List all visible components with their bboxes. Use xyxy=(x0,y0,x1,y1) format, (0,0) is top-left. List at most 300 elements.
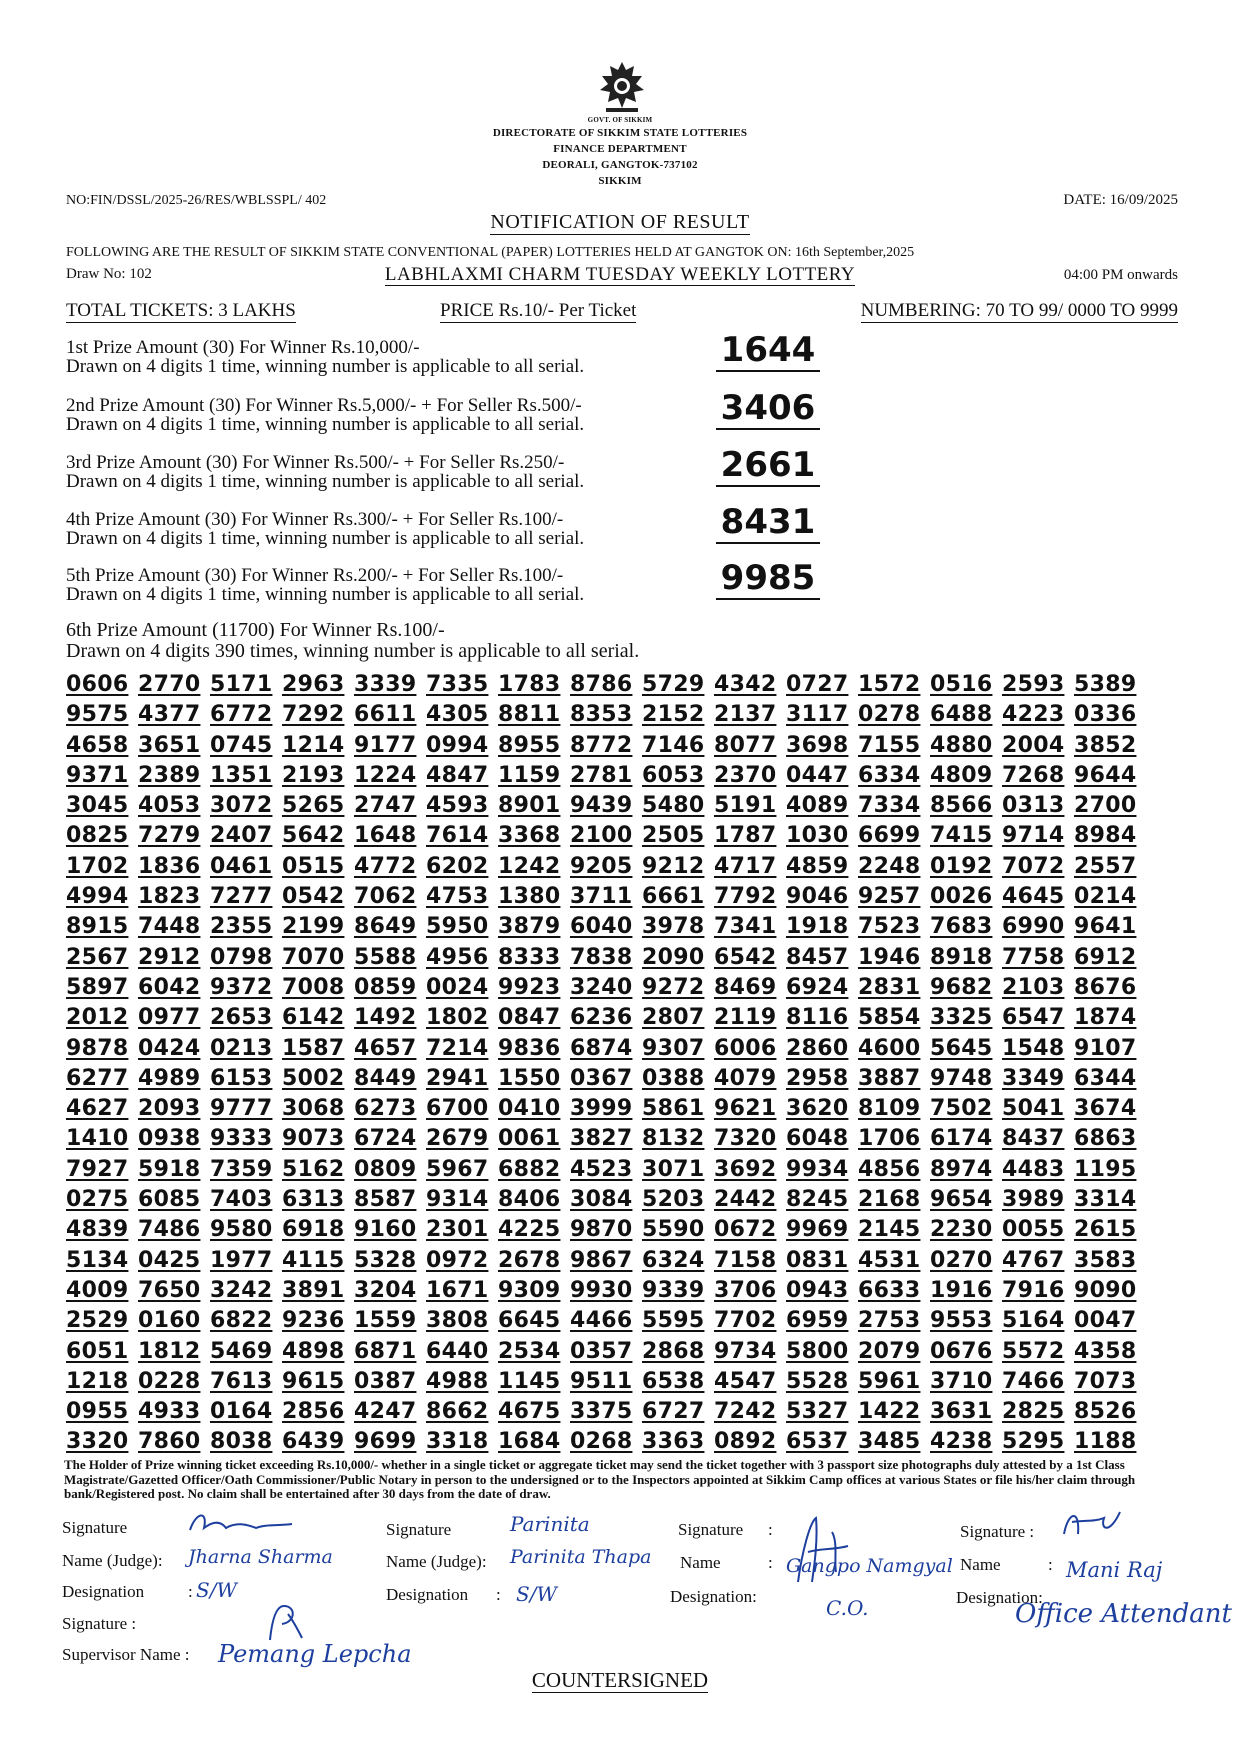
sixth-prize-number: 0164 xyxy=(210,1399,273,1425)
sixth-prize-number: 5528 xyxy=(786,1368,849,1394)
name-label: Name xyxy=(960,1555,1001,1574)
sixth-prize-number: 4772 xyxy=(354,853,417,879)
colon: : xyxy=(1048,1555,1053,1574)
sixth-prize-number: 5469 xyxy=(210,1338,273,1364)
sixth-prize-number: 7335 xyxy=(426,672,489,697)
claim-note: The Holder of Prize winning ticket exceeding Rs.10,000/- whether in a single ticket or aggregate ticket may send the ticket together with 3 passport size photographs duly attested by a 1st Class Magistrate/Gazetted Officer/Oath Commissioner/Public Notary in person to the undersigned or to the Inspectors appointed at Sikkim Camp offices at various States or file his/her claim through bank/Registered post. No claim shall be entertained after 30 days from the date of draw. xyxy=(64,1457,1136,1501)
sixth-prize-number: 8566 xyxy=(930,793,993,819)
sixth-prize-number: 7062 xyxy=(354,884,417,910)
sixth-prize-number: 5327 xyxy=(786,1399,849,1425)
sixth-prize-number: 0809 xyxy=(354,1156,417,1182)
sixth-prize-number: 3808 xyxy=(426,1308,489,1334)
sixth-prize-number: 5191 xyxy=(714,793,777,819)
sixth-prize-number: 6700 xyxy=(426,1096,489,1122)
sixth-prize-number: 7614 xyxy=(426,823,489,849)
sixth-prize-number: 6863 xyxy=(1074,1126,1137,1152)
prize-1-number: 1644 xyxy=(716,330,820,372)
sixth-prize-number: 7073 xyxy=(1074,1368,1137,1394)
sixth-prize-number: 0055 xyxy=(1002,1217,1065,1243)
prize-4-number: 8431 xyxy=(716,502,820,544)
sixth-prize-number: 0410 xyxy=(498,1096,561,1122)
sixth-prize-number: 1030 xyxy=(786,823,849,849)
sixth-prize-number: 4593 xyxy=(426,793,489,819)
sixth-prize-number: 8245 xyxy=(786,1187,849,1213)
sixth-prize-number: 2230 xyxy=(930,1217,993,1243)
official-designation-handwritten: C.O. xyxy=(826,1596,869,1620)
judge2-name-handwritten: Parinita Thapa xyxy=(510,1546,652,1568)
sixth-prize-number: 4531 xyxy=(858,1247,921,1273)
sixth-prize-number: 1671 xyxy=(426,1277,489,1303)
sixth-prize-number: 3711 xyxy=(570,884,633,910)
sixth-prize-number: 4089 xyxy=(786,793,849,819)
sixth-prize-number: 1422 xyxy=(858,1399,921,1425)
designation-label: Designation xyxy=(62,1582,145,1601)
sixth-prize-number: 1977 xyxy=(210,1247,273,1273)
total-tickets-text: TOTAL TICKETS: 3 LAKHS xyxy=(66,300,296,321)
sixth-prize-number: 2807 xyxy=(642,1005,705,1031)
sixth-prize-number: 2963 xyxy=(282,672,345,697)
state-heading: SIKKIM xyxy=(598,175,642,187)
sixth-prize-number: 1702 xyxy=(66,853,129,879)
sixth-prize-number: 1224 xyxy=(354,762,417,788)
sixth-prize-number: 9878 xyxy=(66,1035,129,1061)
prize-title: 6th Prize Amount (11700) For Winner Rs.100/- xyxy=(66,619,445,641)
sixth-prize-number: 1195 xyxy=(1074,1156,1137,1182)
sixth-prize-number: 4988 xyxy=(426,1368,489,1394)
sixth-prize-number: 9309 xyxy=(498,1277,561,1303)
sixth-prize-number: 7927 xyxy=(66,1156,129,1182)
sixth-prize-number: 3620 xyxy=(786,1096,849,1122)
name-judge-label: Name (Judge): xyxy=(62,1551,163,1570)
sixth-prize-number: 9553 xyxy=(930,1308,993,1334)
sixth-prize-number: 4223 xyxy=(1002,702,1065,728)
sixth-prize-number: 2615 xyxy=(1074,1217,1137,1243)
sixth-prize-number: 0278 xyxy=(858,702,921,728)
sixth-prize-number: 3651 xyxy=(138,732,201,758)
sixth-prize-number: 2137 xyxy=(714,702,777,728)
sixth-prize-number: 8437 xyxy=(1002,1126,1065,1152)
notification-date: DATE: 16/09/2025 xyxy=(1063,192,1178,208)
sixth-prize-number: 0672 xyxy=(714,1217,777,1243)
sixth-prize-number: 4856 xyxy=(858,1156,921,1182)
sixth-prize-number: 3852 xyxy=(1074,732,1137,758)
sixth-prize-number: 2567 xyxy=(66,944,129,970)
sixth-prize-number: 0892 xyxy=(714,1429,777,1455)
supervisor-name-handwritten: Pemang Lepcha xyxy=(218,1640,412,1668)
sixth-prize-number: 2825 xyxy=(1002,1399,1065,1425)
sixth-prize-number: 1783 xyxy=(498,672,561,697)
sixth-prize-number: 7155 xyxy=(858,732,921,758)
sixth-prize-number: 8353 xyxy=(570,702,633,728)
sixth-prize-number: 9748 xyxy=(930,1065,993,1091)
name-label: Name xyxy=(680,1553,721,1572)
sixth-prize-number: 1548 xyxy=(1002,1035,1065,1061)
sixth-prize-number: 9307 xyxy=(642,1035,705,1061)
sixth-prize-number: 0676 xyxy=(930,1338,993,1364)
sixth-prize-number: 5295 xyxy=(1002,1429,1065,1455)
sixth-prize-number: 9836 xyxy=(498,1035,561,1061)
sixth-prize-number: 5961 xyxy=(858,1368,921,1394)
sixth-prize-number: 1572 xyxy=(858,672,921,697)
sixth-prize-number: 6142 xyxy=(282,1005,345,1031)
sixth-prize-number: 4342 xyxy=(714,672,777,697)
sixth-prize-number: 5041 xyxy=(1002,1096,1065,1122)
prize-4 xyxy=(66,510,584,548)
sixth-prize-number: 2770 xyxy=(138,672,201,697)
following-line: FOLLOWING ARE THE RESULT OF SIKKIM STATE CONVENTIONAL (PAPER) LOTTERIES HELD AT GANGTOK ON: 16th September,2025 xyxy=(66,245,915,260)
signature-label: Signature xyxy=(386,1520,452,1539)
sixth-prize-number: 1684 xyxy=(498,1429,561,1455)
sixth-prize-number: 4115 xyxy=(282,1247,345,1273)
sixth-prize-number: 4657 xyxy=(354,1035,417,1061)
sixth-prize-number: 6153 xyxy=(210,1065,273,1091)
department-heading: FINANCE DEPARTMENT xyxy=(553,143,687,155)
sixth-prize-number: 3631 xyxy=(930,1399,993,1425)
sixth-prize-number: 4377 xyxy=(138,702,201,728)
notification-title xyxy=(0,211,1240,234)
designation-colon-label: Designation: xyxy=(956,1588,1043,1607)
sixth-prize-number: 6236 xyxy=(570,1005,633,1031)
sixth-prize-number: 7415 xyxy=(930,823,993,849)
sixth-prize-number: 7613 xyxy=(210,1368,273,1394)
sixth-prize-number: 6053 xyxy=(642,762,705,788)
lottery-name xyxy=(0,264,1240,286)
sixth-prize-number: 2389 xyxy=(138,762,201,788)
sixth-prize-number: 1787 xyxy=(714,823,777,849)
sixth-prize-number: 9160 xyxy=(354,1217,417,1243)
sixth-prize-number: 6344 xyxy=(1074,1065,1137,1091)
sixth-prize-number: 0606 xyxy=(66,672,129,697)
sixth-prize-number: 4933 xyxy=(138,1399,201,1425)
sixth-prize-number: 9580 xyxy=(210,1217,273,1243)
sixth-prize-number: 3325 xyxy=(930,1005,993,1031)
sixth-prize-number: 6537 xyxy=(786,1429,849,1455)
sixth-prize-number: 4675 xyxy=(498,1399,561,1425)
sixth-prize-number: 3583 xyxy=(1074,1247,1137,1273)
sixth-prize-number: 1380 xyxy=(498,884,561,910)
sixth-prize-number: 5389 xyxy=(1074,672,1137,697)
sixth-prize-number: 0943 xyxy=(786,1277,849,1303)
sixth-prize-number: 6959 xyxy=(786,1308,849,1334)
sixth-prize-number: 2653 xyxy=(210,1005,273,1031)
sixth-prize-number: 8915 xyxy=(66,914,129,940)
sixth-prize-number: 0542 xyxy=(282,884,345,910)
sixth-prize-number: 5897 xyxy=(66,974,129,1000)
sixth-prize-number: 5572 xyxy=(1002,1338,1065,1364)
sixth-prize-number: 2505 xyxy=(642,823,705,849)
sixth-prize-number: 8406 xyxy=(498,1187,561,1213)
ticket-price xyxy=(440,300,636,322)
sixth-prize-number: 2004 xyxy=(1002,732,1065,758)
sixth-prize-number: 6313 xyxy=(282,1187,345,1213)
sixth-prize-number: 5729 xyxy=(642,672,705,697)
countersigned-label xyxy=(0,1668,1240,1693)
sixth-prize-number: 3320 xyxy=(66,1429,129,1455)
sixth-prize-number: 8333 xyxy=(498,944,561,970)
sixth-prize-number: 7158 xyxy=(714,1247,777,1273)
sixth-prize-number: 6277 xyxy=(66,1065,129,1091)
sixth-prize-number: 5800 xyxy=(786,1338,849,1364)
sixth-prize-number: 3989 xyxy=(1002,1187,1065,1213)
sixth-prize-number: 6273 xyxy=(354,1096,417,1122)
sixth-prize-number: 5918 xyxy=(138,1156,201,1182)
sixth-prize-number: 6440 xyxy=(426,1338,489,1364)
sixth-prize-number: 5162 xyxy=(282,1156,345,1182)
sixth-prize-number: 9934 xyxy=(786,1156,849,1182)
sixth-prize-number: 9257 xyxy=(858,884,921,910)
sixth-prize-number: 2119 xyxy=(714,1005,777,1031)
sixth-prize-number: 4483 xyxy=(1002,1156,1065,1182)
sixth-prize-number: 3674 xyxy=(1074,1096,1137,1122)
sixth-prize-number: 0847 xyxy=(498,1005,561,1031)
sixth-prize-number: 4225 xyxy=(498,1217,561,1243)
sixth-prize-number: 0938 xyxy=(138,1126,201,1152)
sixth-prize-number: 7650 xyxy=(138,1277,201,1303)
sixth-prize-number: 2678 xyxy=(498,1247,561,1273)
sixth-prize-number: 9107 xyxy=(1074,1035,1137,1061)
sixth-prize-number: 1802 xyxy=(426,1005,489,1031)
sixth-prize-number: 0859 xyxy=(354,974,417,1000)
sixth-prize-number: 4753 xyxy=(426,884,489,910)
sixth-prize-number: 3084 xyxy=(570,1187,633,1213)
draw-number: Draw No: 102 xyxy=(66,266,152,282)
sixth-prize-number: 1410 xyxy=(66,1126,129,1152)
sixth-prize-number: 6040 xyxy=(570,914,633,940)
sixth-prize-number: 0461 xyxy=(210,853,273,879)
sixth-prize-number: 2958 xyxy=(786,1065,849,1091)
sixth-prize-number: 6661 xyxy=(642,884,705,910)
sixth-prize-number: 6174 xyxy=(930,1126,993,1152)
sixth-prize-number: 3891 xyxy=(282,1277,345,1303)
sixth-prize-number: 9314 xyxy=(426,1187,489,1213)
sixth-prize-number: 3368 xyxy=(498,823,561,849)
colon: : xyxy=(768,1520,773,1539)
sixth-prize-number: 9575 xyxy=(66,702,129,728)
sixth-prize-number: 2442 xyxy=(714,1187,777,1213)
sixth-prize-number: 6871 xyxy=(354,1338,417,1364)
sixth-prize-number: 2534 xyxy=(498,1338,561,1364)
judge1-name-handwritten: Jharna Sharma xyxy=(188,1546,333,1568)
sixth-prize-number: 6542 xyxy=(714,944,777,970)
ticket-numbering-text: NUMBERING: 70 TO 99/ 0000 TO 9999 xyxy=(860,300,1178,321)
sixth-prize-number: 0160 xyxy=(138,1308,201,1334)
sixth-prize-number: 0977 xyxy=(138,1005,201,1031)
sixth-prize-number: 4645 xyxy=(1002,884,1065,910)
sixth-prize-number: 7320 xyxy=(714,1126,777,1152)
sixth-prize-number: 2301 xyxy=(426,1217,489,1243)
sixth-prize-number: 9615 xyxy=(282,1368,345,1394)
sixth-prize-number: 0228 xyxy=(138,1368,201,1394)
sixth-prize-number: 6822 xyxy=(210,1308,273,1334)
sixth-prize-number: 7334 xyxy=(858,793,921,819)
sixth-prize-number: 8662 xyxy=(426,1399,489,1425)
sixth-prize-number: 3117 xyxy=(786,702,849,728)
reference-number: NO:FIN/DSSL/2025-26/RES/WBLSSPL/ 402 xyxy=(66,193,327,208)
sixth-prize-number: 0955 xyxy=(66,1399,129,1425)
sixth-prize-number: 5595 xyxy=(642,1308,705,1334)
sixth-prize-number: 4247 xyxy=(354,1399,417,1425)
sixth-prize-number: 2753 xyxy=(858,1308,921,1334)
sixth-prize-number: 6547 xyxy=(1002,1005,1065,1031)
sixth-prize-number: 6727 xyxy=(642,1399,705,1425)
sixth-prize-number: 6724 xyxy=(354,1126,417,1152)
sixth-prize-number: 5203 xyxy=(642,1187,705,1213)
sixth-prize-number-grid xyxy=(66,672,1146,1460)
sixth-prize-number: 6874 xyxy=(570,1035,633,1061)
sixth-prize-number: 6924 xyxy=(786,974,849,1000)
sixth-prize-number: 1946 xyxy=(858,944,921,970)
sixth-prize-number: 3349 xyxy=(1002,1065,1065,1091)
sikkim-emblem-icon xyxy=(590,58,654,114)
sixth-prize-number: 3045 xyxy=(66,793,129,819)
prize-3-number: 2661 xyxy=(716,445,820,487)
sixth-prize-number: 8974 xyxy=(930,1156,993,1182)
sixth-prize-number: 1218 xyxy=(66,1368,129,1394)
sixth-prize-number: 8786 xyxy=(570,672,633,697)
sixth-prize-number: 0213 xyxy=(210,1035,273,1061)
sixth-prize-number: 1918 xyxy=(786,914,849,940)
sixth-prize-number: 0275 xyxy=(66,1187,129,1213)
sixth-prize-number: 4523 xyxy=(570,1156,633,1182)
attendant-name-handwritten: Mani Raj xyxy=(1066,1558,1163,1582)
sixth-prize-number: 2090 xyxy=(642,944,705,970)
sixth-prize-number: 4053 xyxy=(138,793,201,819)
sixth-prize-number: 1648 xyxy=(354,823,417,849)
sixth-prize-number: 6912 xyxy=(1074,944,1137,970)
sixth-prize-number: 8469 xyxy=(714,974,777,1000)
colon: : xyxy=(496,1585,501,1604)
draw-time: 04:00 PM onwards xyxy=(1063,267,1178,283)
sixth-prize-number: 6085 xyxy=(138,1187,201,1213)
prize-3 xyxy=(66,453,584,491)
sixth-prize-number: 7242 xyxy=(714,1399,777,1425)
prize-detail: Drawn on 4 digits 1 time, winning number is applicable to all serial. xyxy=(66,528,585,549)
sixth-prize-number: 8772 xyxy=(570,732,633,758)
sixth-prize-number: 0994 xyxy=(426,732,489,758)
sixth-prize-number: 1159 xyxy=(498,762,561,788)
sixth-prize-number: 5950 xyxy=(426,914,489,940)
sixth-prize-number: 0047 xyxy=(1074,1308,1137,1334)
sixth-prize-number: 0831 xyxy=(786,1247,849,1273)
sixth-prize-number: 6324 xyxy=(642,1247,705,1273)
sixth-prize-number: 8116 xyxy=(786,1005,849,1031)
sixth-prize-number: 3999 xyxy=(570,1096,633,1122)
sixth-prize-number: 7860 xyxy=(138,1429,201,1455)
sixth-prize-number: 1242 xyxy=(498,853,561,879)
sixth-prize-number: 1351 xyxy=(210,762,273,788)
sixth-prize-number: 1145 xyxy=(498,1368,561,1394)
supervisor-signature-icon xyxy=(262,1600,312,1644)
sixth-prize-number: 2168 xyxy=(858,1187,921,1213)
prize-6 xyxy=(66,620,639,662)
sixth-prize-number: 2079 xyxy=(858,1338,921,1364)
sixth-prize-number: 8901 xyxy=(498,793,561,819)
ticket-numbering xyxy=(861,300,1178,322)
sixth-prize-number: 3072 xyxy=(210,793,273,819)
sixth-prize-number: 8526 xyxy=(1074,1399,1137,1425)
sixth-prize-number: 0727 xyxy=(786,672,849,697)
colon: : xyxy=(768,1553,773,1572)
directorate-heading: DIRECTORATE OF SIKKIM STATE LOTTERIES xyxy=(492,127,748,139)
sixth-prize-number: 9090 xyxy=(1074,1277,1137,1303)
sixth-prize-number: 1214 xyxy=(282,732,345,758)
sixth-prize-number: 2831 xyxy=(858,974,921,1000)
sixth-prize-number: 1836 xyxy=(138,853,201,879)
sixth-prize-number: 3339 xyxy=(354,672,417,697)
sixth-prize-number: 9212 xyxy=(642,853,705,879)
sixth-prize-number: 9511 xyxy=(570,1368,633,1394)
supervisor-label: Supervisor Name : xyxy=(62,1645,190,1664)
sixth-prize-number: 8918 xyxy=(930,944,993,970)
sixth-prize-number: 6006 xyxy=(714,1035,777,1061)
sixth-prize-number: 4989 xyxy=(138,1065,201,1091)
attendant-signature-icon xyxy=(1058,1504,1130,1544)
colon: : xyxy=(188,1582,193,1601)
sixth-prize-number: 2679 xyxy=(426,1126,489,1152)
sixth-prize-number: 4839 xyxy=(66,1217,129,1243)
sixth-prize-number: 4956 xyxy=(426,944,489,970)
sixth-prize-number: 0825 xyxy=(66,823,129,849)
sixth-prize-number: 3978 xyxy=(642,914,705,940)
sixth-prize-number: 9644 xyxy=(1074,762,1137,788)
sixth-prize-number: 8038 xyxy=(210,1429,273,1455)
sixth-prize-number: 7916 xyxy=(1002,1277,1065,1303)
sixth-prize-number: 7486 xyxy=(138,1217,201,1243)
sixth-prize-number: 5967 xyxy=(426,1156,489,1182)
sixth-prize-number: 3879 xyxy=(498,914,561,940)
prize-detail: Drawn on 4 digits 1 time, winning number is applicable to all serial. xyxy=(66,471,585,492)
sixth-prize-number: 2100 xyxy=(570,823,633,849)
prize-2 xyxy=(66,396,584,434)
sixth-prize-number: 6699 xyxy=(858,823,921,849)
sixth-prize-number: 1812 xyxy=(138,1338,201,1364)
sixth-prize-number: 2370 xyxy=(714,762,777,788)
sixth-prize-number: 4898 xyxy=(282,1338,345,1364)
sixth-prize-number: 1492 xyxy=(354,1005,417,1031)
sixth-prize-number: 0024 xyxy=(426,974,489,1000)
name-judge-label: Name (Judge): xyxy=(386,1552,487,1571)
sixth-prize-number: 3485 xyxy=(858,1429,921,1455)
sixth-prize-number: 1874 xyxy=(1074,1005,1137,1031)
total-tickets xyxy=(66,300,296,322)
sixth-prize-number: 8676 xyxy=(1074,974,1137,1000)
sixth-prize-number: 2529 xyxy=(66,1308,129,1334)
prize-5 xyxy=(66,566,584,604)
sixth-prize-number: 4880 xyxy=(930,732,993,758)
sixth-prize-number: 3363 xyxy=(642,1429,705,1455)
notification-title-text: NOTIFICATION OF RESULT xyxy=(490,211,750,233)
sixth-prize-number: 5328 xyxy=(354,1247,417,1273)
sixth-prize-number: 0357 xyxy=(570,1338,633,1364)
sixth-prize-number: 0270 xyxy=(930,1247,993,1273)
sixth-prize-number: 1550 xyxy=(498,1065,561,1091)
sixth-prize-number: 3375 xyxy=(570,1399,633,1425)
sixth-prize-number: 4767 xyxy=(1002,1247,1065,1273)
sixth-prize-number: 9205 xyxy=(570,853,633,879)
sixth-prize-number: 0516 xyxy=(930,672,993,697)
sixth-prize-number: 9339 xyxy=(642,1277,705,1303)
attendant-designation-handwritten: Office Attendant xyxy=(1015,1599,1232,1629)
sixth-prize-number: 8587 xyxy=(354,1187,417,1213)
sixth-prize-number: 4600 xyxy=(858,1035,921,1061)
sixth-prize-number: 8077 xyxy=(714,732,777,758)
sixth-prize-number: 2193 xyxy=(282,762,345,788)
sixth-prize-number: 3887 xyxy=(858,1065,921,1091)
sixth-prize-number: 7838 xyxy=(570,944,633,970)
sixth-prize-number: 7792 xyxy=(714,884,777,910)
sixth-prize-number: 0798 xyxy=(210,944,273,970)
sixth-prize-number: 7277 xyxy=(210,884,273,910)
